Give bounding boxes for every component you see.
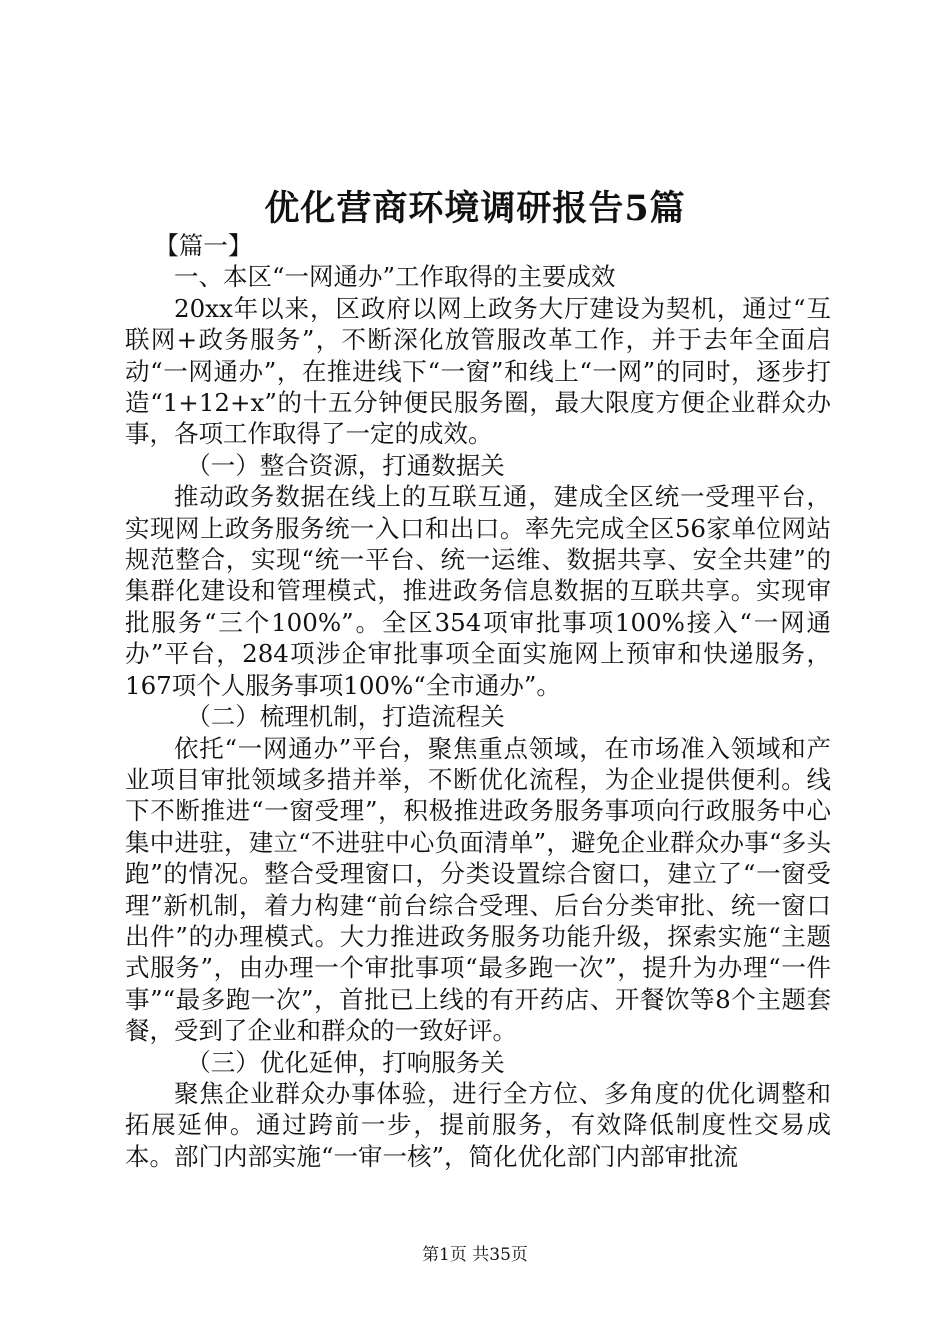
- subheading-2: （二）梳理机制，打造流程关: [186, 702, 505, 732]
- page-footer: 第1页 共35页: [422, 1245, 528, 1265]
- paragraph-1: 20xx年以来，区政府以网上政务大厅建设为契机，通过“互联网+政务服务”，不断深化放管服改革工作，并于去年全面启动“一网通办”，在推进线下“一窗”和线上“一网”的同时，逐步打造“1+12+x”的十五分钟便民服务圈，最大限度方便企业群众办事，各项工作取得了一定的成效。: [125, 293, 831, 449]
- paragraph-3: 依托“一网通办”平台，聚焦重点领域，在市场准入领域和产业项目审批领域多措并举，不断优化流程，为企业提供便利。线下不断推进“一窗受理”，积极推进政务服务事项向行政服务中心集中进驻，建立“不进驻中心负面清单”，避免企业群众办事“多头跑”的情况。整合受理窗口，分类设置综合窗口，建立了“一窗受理”新机制，着力构建“前台综合受理、后台分类审批、统一窗口出件”的办理模式。大力推进政务服务功能升级，探索实施“主题式服务”，由办理一个审批事项“最多跑一次”，提升为办理“一件事”“最多跑一次”，首批已上线的有开药店、开餐饮等8个主题套餐，受到了企业和群众的一致好评。: [125, 733, 831, 1046]
- subheading-1: （一）整合资源，打通数据关: [186, 450, 505, 480]
- heading-1: 一、本区“一网通办”工作取得的主要成效: [174, 262, 616, 292]
- document-title: 优化营商环境调研报告5篇: [264, 188, 686, 229]
- document-body: [125, 230, 831, 1172]
- section-label: 【篇一】: [154, 231, 253, 260]
- subheading-3: （三）优化延伸，打响服务关: [186, 1047, 505, 1077]
- paragraph-2: 推动政务数据在线上的互联互通，建成全区统一受理平台，实现网上政务服务统一入口和出口。率先完成全区56家单位网站规范整合，实现“统一平台、统一运维、数据共享、安全共建”的集群化建设和管理模式，推进政务信息数据的互联共享。实现审批服务“三个100%”。全区354项审批事项100%接入“一网通办”平台，284项涉企审批事项全面实施网上预审和快递服务，167项个人服务事项100%“全市通办”。: [125, 482, 831, 700]
- paragraph-4: 聚焦企业群众办事体验，进行全方位、多角度的优化调整和拓展延伸。通过跨前一步，提前服务，有效降低制度性交易成本。部门内部实施“一审一核”，简化优化部门内部审批流: [125, 1078, 831, 1171]
